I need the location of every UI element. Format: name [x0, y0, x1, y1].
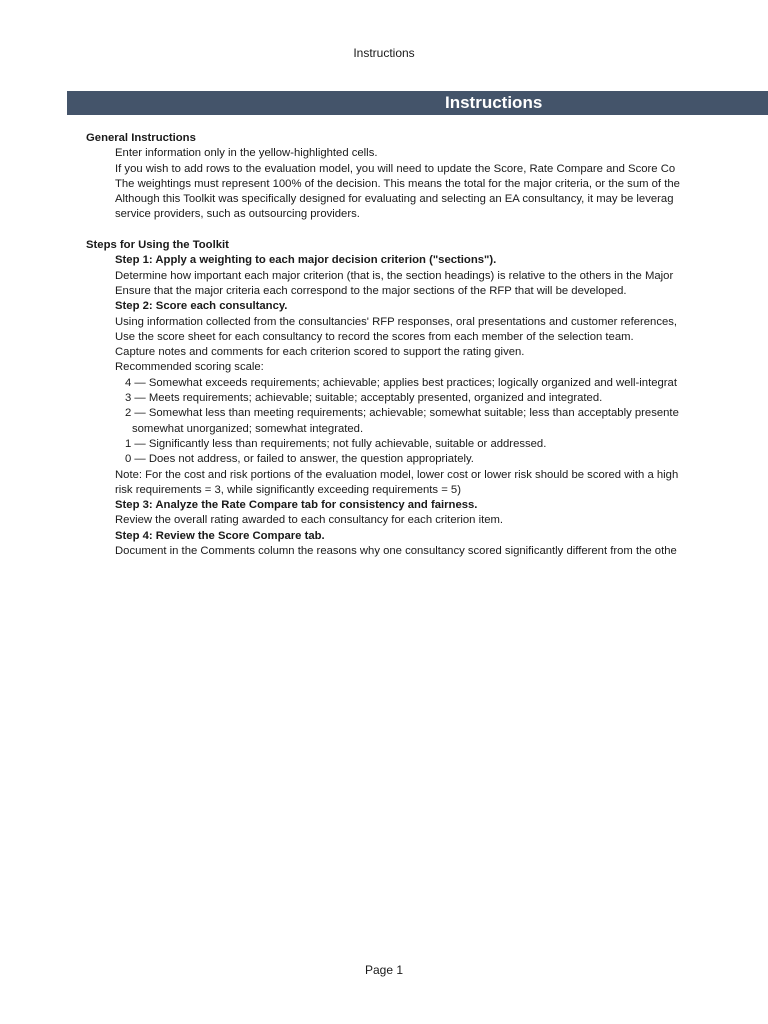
- steps-heading: Steps for Using the Toolkit: [86, 239, 229, 252]
- step-1-line: Ensure that the major criteria each correspond to the major sections of the RFP that will be developed.: [115, 284, 627, 297]
- scale-item-2-continued: somewhat unorganized; somewhat integrated.: [132, 422, 364, 435]
- general-instructions-heading: General Instructions: [86, 132, 196, 144]
- step-1-line: Determine how important each major criterion (that is, the section headings) is relative to the others in the Major: [115, 269, 674, 282]
- step-2-title: Step 2: Score each consultancy.: [115, 300, 288, 313]
- scale-item-4: 4 — Somewhat exceeds requirements; achievable; applies best practices; logically organized and well-integrat: [125, 376, 677, 389]
- page-footer: Page 1: [364, 963, 404, 977]
- general-line: service providers, such as outsourcing providers.: [115, 208, 360, 221]
- step-2-line: Capture notes and comments for each criterion scored to support the rating given.: [115, 346, 525, 359]
- step-3-title: Step 3: Analyze the Rate Compare tab for consistency and fairness.: [115, 499, 478, 512]
- step-2-note: Note: For the cost and risk portions of the evaluation model, lower cost or lower risk should be scored with a high: [115, 468, 679, 481]
- general-line: Enter information only in the yellow-highlighted cells.: [115, 147, 378, 160]
- step-2-note: risk requirements = 3, while significantly exceeding requirements = 5): [115, 483, 461, 496]
- scale-item-3: 3 — Meets requirements; achievable; suitable; acceptably presented, organized and integrated.: [125, 392, 603, 405]
- instructions-content: [86, 131, 700, 559]
- page-header: Instructions: [353, 46, 415, 60]
- title-bar: [67, 91, 768, 115]
- step-4-line: Document in the Comments column the reasons why one consultancy scored significantly different from the othe: [115, 545, 677, 558]
- step-2-line: Recommended scoring scale:: [115, 361, 264, 374]
- general-line: Although this Toolkit was specifically designed for evaluating and selecting an EA consultancy, it may be leverag: [115, 193, 674, 206]
- scale-item-0: 0 — Does not address, or failed to answer, the question appropriately.: [125, 453, 474, 466]
- step-4-title: Step 4: Review the Score Compare tab.: [115, 529, 325, 542]
- scale-item-2: 2 — Somewhat less than meeting requirements; achievable; somewhat suitable; less than acceptably presente: [125, 407, 679, 420]
- general-line: The weightings must represent 100% of the decision. This means the total for the major criteria, or the sum of the: [115, 177, 680, 190]
- step-3-line: Review the overall rating awarded to each consultancy for each criterion item.: [115, 514, 504, 527]
- step-2-line: Using information collected from the consultancies' RFP responses, oral presentations and customer references,: [115, 315, 678, 328]
- page-title: Instructions: [445, 93, 543, 112]
- step-1-title: Step 1: Apply a weighting to each major decision criterion ("sections").: [115, 254, 497, 267]
- scale-item-1: 1 — Significantly less than requirements; not fully achievable, suitable or addressed.: [125, 437, 547, 450]
- spacer: [86, 223, 700, 238]
- step-2-line: Use the score sheet for each consultancy to record the scores from each member of the selection team.: [115, 330, 634, 343]
- general-line: If you wish to add rows to the evaluation model, you will need to update the Score, Rate Compare and Score Co: [115, 162, 676, 175]
